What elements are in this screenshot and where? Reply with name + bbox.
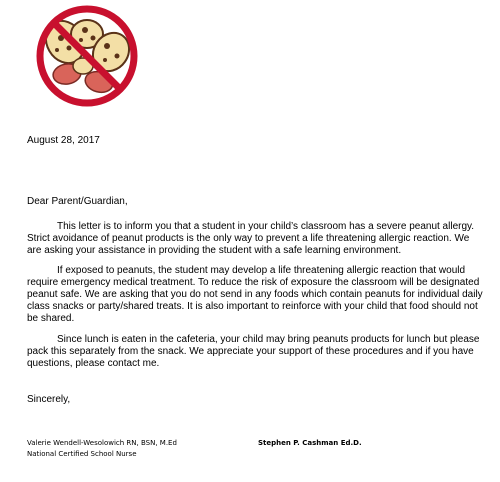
closing: Sincerely, xyxy=(27,394,71,405)
no-peanuts-icon xyxy=(27,4,147,108)
salutation: Dear Parent/Guardian, xyxy=(27,196,128,207)
paragraph-lunch: Since lunch is eaten in the cafeteria, your child may bring peanuts products for lunch but please pack this separately from the snack. We appreciate your support of these procedures and if you have questions, please contact me. xyxy=(27,334,480,369)
paragraph-intro: This letter is to inform you that a student in your child’s classroom has a severe peanut allergy. Strict avoidance of peanut products is the only way to prevent a life threatening allergic reaction. We are asking your assistance in providing the student with a safe learning environment. xyxy=(27,221,475,256)
nurse-name: Valerie Wendell-Wesolowich RN, BSN, M.Ed xyxy=(27,439,177,447)
no-peanuts-graphic xyxy=(27,4,147,108)
nurse-title: National Certified School Nurse xyxy=(27,450,137,458)
paragraph-exposure: If exposed to peanuts, the student may develop a life threatening allergic reaction that would require emergency medical treatment. To reduce the risk of exposure the classroom will be designated peanut safe. We are asking that you do not send in any foods which contain peanuts for individual daily class snacks or party/shared treats. It is also important to reinforce with your child that food should not be shared. xyxy=(27,265,483,324)
nurse-signature xyxy=(27,438,177,460)
principal-name: Stephen P. Cashman Ed.D. xyxy=(258,439,362,447)
letter-date: August 28, 2017 xyxy=(27,135,100,146)
principal-signature xyxy=(258,438,362,449)
